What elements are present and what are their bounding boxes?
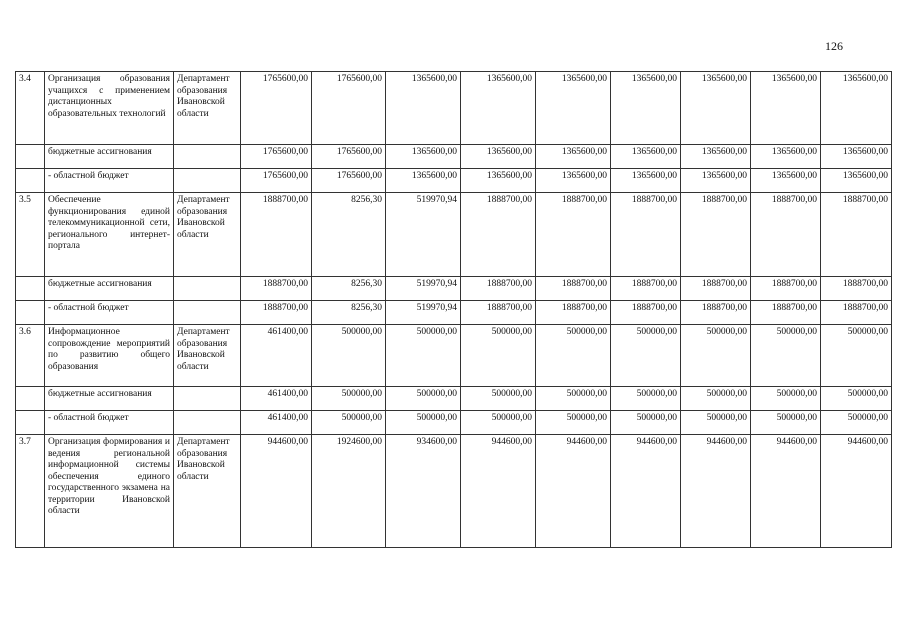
- row-index: 3.7: [16, 435, 45, 548]
- table-row-funding: [16, 169, 892, 193]
- budget-table: [15, 71, 892, 548]
- value-cell-year-1: 1765600,00: [241, 169, 312, 193]
- value-cell-year-8: 1888700,00: [751, 277, 821, 301]
- value-cell-year-4: 500000,00: [461, 325, 536, 387]
- value-cell-year-6: 1888700,00: [611, 301, 681, 325]
- value-cell-year-1: 1888700,00: [241, 193, 312, 277]
- value-cell-year-2: 500000,00: [312, 325, 386, 387]
- value-cell-year-5: 1365600,00: [536, 145, 611, 169]
- value-cell-year-7: 1365600,00: [681, 145, 751, 169]
- row-funding-source: бюджетные ассигнования: [45, 387, 174, 411]
- value-cell-year-5: 500000,00: [536, 325, 611, 387]
- row-index-empty: [16, 411, 45, 435]
- row-name: Организация образования учащихся с применением дистанционных образовательных технологий: [45, 72, 174, 145]
- value-cell-year-7: 500000,00: [681, 411, 751, 435]
- table-row-funding: [16, 145, 892, 169]
- row-index: 3.5: [16, 193, 45, 277]
- row-executor-empty: [174, 411, 241, 435]
- table-row-funding: [16, 411, 892, 435]
- value-cell-year-2: 1765600,00: [312, 169, 386, 193]
- value-cell-year-1: 461400,00: [241, 387, 312, 411]
- value-cell-year-9: 944600,00: [821, 435, 892, 548]
- row-name: Обеспечение функционирования единой телекоммуникационной сети, регионального интернет-портала: [45, 193, 174, 277]
- value-cell-year-2: 1765600,00: [312, 145, 386, 169]
- value-cell-year-5: 500000,00: [536, 387, 611, 411]
- value-cell-year-1: 1765600,00: [241, 145, 312, 169]
- value-cell-year-7: 1888700,00: [681, 193, 751, 277]
- value-cell-year-4: 1365600,00: [461, 169, 536, 193]
- row-index-empty: [16, 145, 45, 169]
- value-cell-year-2: 8256,30: [312, 193, 386, 277]
- value-cell-year-6: 500000,00: [611, 411, 681, 435]
- row-index-empty: [16, 387, 45, 411]
- value-cell-year-4: 500000,00: [461, 387, 536, 411]
- value-cell-year-2: 8256,30: [312, 277, 386, 301]
- row-name: Информационное сопровождение мероприятий по развитию общего образования: [45, 325, 174, 387]
- value-cell-year-9: 1365600,00: [821, 169, 892, 193]
- row-funding-source: бюджетные ассигнования: [45, 277, 174, 301]
- value-cell-year-2: 8256,30: [312, 301, 386, 325]
- value-cell-year-3: 1365600,00: [386, 169, 461, 193]
- value-cell-year-8: 500000,00: [751, 325, 821, 387]
- value-cell-year-7: 1365600,00: [681, 169, 751, 193]
- value-cell-year-6: 1365600,00: [611, 72, 681, 145]
- table-row-funding: [16, 277, 892, 301]
- value-cell-year-8: 944600,00: [751, 435, 821, 548]
- page-number: 126: [825, 39, 843, 53]
- row-executor-empty: [174, 387, 241, 411]
- value-cell-year-8: 1365600,00: [751, 169, 821, 193]
- value-cell-year-1: 1888700,00: [241, 277, 312, 301]
- value-cell-year-6: 1888700,00: [611, 193, 681, 277]
- value-cell-year-3: 519970,94: [386, 193, 461, 277]
- row-executor-empty: [174, 277, 241, 301]
- value-cell-year-6: 500000,00: [611, 325, 681, 387]
- value-cell-year-7: 500000,00: [681, 325, 751, 387]
- value-cell-year-3: 519970,94: [386, 301, 461, 325]
- value-cell-year-3: 519970,94: [386, 277, 461, 301]
- value-cell-year-5: 1888700,00: [536, 301, 611, 325]
- row-executor-empty: [174, 169, 241, 193]
- table-row-item: [16, 72, 892, 145]
- table-row-funding: [16, 387, 892, 411]
- table-row-funding: [16, 301, 892, 325]
- value-cell-year-8: 1365600,00: [751, 72, 821, 145]
- value-cell-year-7: 944600,00: [681, 435, 751, 548]
- value-cell-year-9: 1888700,00: [821, 301, 892, 325]
- row-index: 3.4: [16, 72, 45, 145]
- row-funding-source: - областной бюджет: [45, 301, 174, 325]
- row-funding-source: - областной бюджет: [45, 411, 174, 435]
- value-cell-year-4: 1888700,00: [461, 301, 536, 325]
- table-body: [16, 72, 892, 548]
- value-cell-year-9: 500000,00: [821, 325, 892, 387]
- value-cell-year-3: 500000,00: [386, 325, 461, 387]
- value-cell-year-3: 1365600,00: [386, 145, 461, 169]
- value-cell-year-9: 500000,00: [821, 387, 892, 411]
- value-cell-year-3: 1365600,00: [386, 72, 461, 145]
- value-cell-year-1: 944600,00: [241, 435, 312, 548]
- value-cell-year-7: 500000,00: [681, 387, 751, 411]
- row-executor: Департамент образования Ивановской области: [174, 72, 241, 145]
- value-cell-year-5: 500000,00: [536, 411, 611, 435]
- value-cell-year-6: 1365600,00: [611, 169, 681, 193]
- value-cell-year-7: 1888700,00: [681, 301, 751, 325]
- table-row-item: [16, 435, 892, 548]
- value-cell-year-5: 1888700,00: [536, 193, 611, 277]
- table-row-item: [16, 193, 892, 277]
- row-index-empty: [16, 169, 45, 193]
- value-cell-year-5: 1888700,00: [536, 277, 611, 301]
- value-cell-year-5: 1365600,00: [536, 169, 611, 193]
- row-executor: Департамент образования Ивановской области: [174, 325, 241, 387]
- value-cell-year-7: 1365600,00: [681, 72, 751, 145]
- row-index-empty: [16, 277, 45, 301]
- value-cell-year-3: 500000,00: [386, 387, 461, 411]
- value-cell-year-4: 1888700,00: [461, 277, 536, 301]
- row-index-empty: [16, 301, 45, 325]
- row-executor-empty: [174, 301, 241, 325]
- value-cell-year-3: 934600,00: [386, 435, 461, 548]
- value-cell-year-9: 1888700,00: [821, 277, 892, 301]
- value-cell-year-1: 1888700,00: [241, 301, 312, 325]
- table-row-item: [16, 325, 892, 387]
- value-cell-year-6: 1888700,00: [611, 277, 681, 301]
- value-cell-year-4: 944600,00: [461, 435, 536, 548]
- row-index: 3.6: [16, 325, 45, 387]
- value-cell-year-8: 1365600,00: [751, 145, 821, 169]
- value-cell-year-8: 500000,00: [751, 387, 821, 411]
- value-cell-year-4: 1365600,00: [461, 145, 536, 169]
- value-cell-year-4: 1888700,00: [461, 193, 536, 277]
- row-funding-source: бюджетные ассигнования: [45, 145, 174, 169]
- value-cell-year-5: 944600,00: [536, 435, 611, 548]
- value-cell-year-9: 1365600,00: [821, 145, 892, 169]
- value-cell-year-3: 500000,00: [386, 411, 461, 435]
- row-funding-source: - областной бюджет: [45, 169, 174, 193]
- value-cell-year-2: 500000,00: [312, 411, 386, 435]
- value-cell-year-4: 1365600,00: [461, 72, 536, 145]
- value-cell-year-8: 1888700,00: [751, 301, 821, 325]
- row-executor-empty: [174, 145, 241, 169]
- value-cell-year-2: 500000,00: [312, 387, 386, 411]
- value-cell-year-1: 461400,00: [241, 325, 312, 387]
- value-cell-year-2: 1924600,00: [312, 435, 386, 548]
- value-cell-year-4: 500000,00: [461, 411, 536, 435]
- value-cell-year-2: 1765600,00: [312, 72, 386, 145]
- value-cell-year-8: 500000,00: [751, 411, 821, 435]
- value-cell-year-6: 1365600,00: [611, 145, 681, 169]
- value-cell-year-8: 1888700,00: [751, 193, 821, 277]
- row-executor: Департамент образования Ивановской области: [174, 193, 241, 277]
- value-cell-year-1: 461400,00: [241, 411, 312, 435]
- row-executor: Департамент образования Ивановской области: [174, 435, 241, 548]
- value-cell-year-9: 1365600,00: [821, 72, 892, 145]
- value-cell-year-9: 500000,00: [821, 411, 892, 435]
- value-cell-year-5: 1365600,00: [536, 72, 611, 145]
- value-cell-year-1: 1765600,00: [241, 72, 312, 145]
- value-cell-year-6: 944600,00: [611, 435, 681, 548]
- row-name: Организация формирования и ведения региональной информационной системы обеспечения единого государственного экзамена на территории Ивановской области: [45, 435, 174, 548]
- value-cell-year-6: 500000,00: [611, 387, 681, 411]
- value-cell-year-7: 1888700,00: [681, 277, 751, 301]
- value-cell-year-9: 1888700,00: [821, 193, 892, 277]
